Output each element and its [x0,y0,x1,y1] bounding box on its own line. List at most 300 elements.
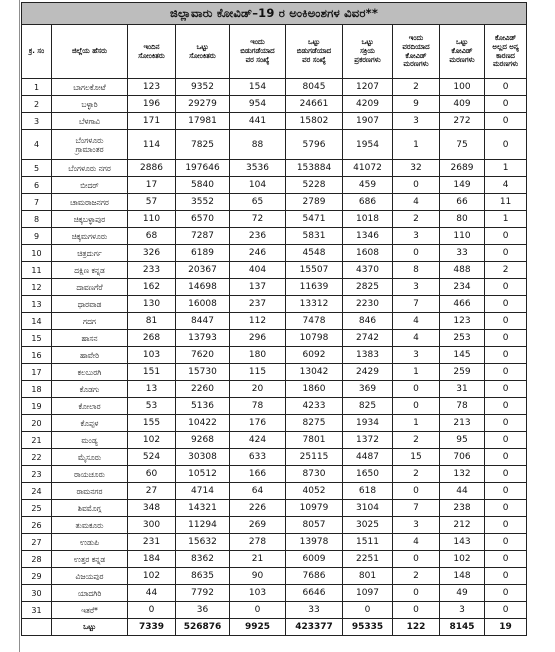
cell-today-deaths: 4 [393,330,440,347]
cell-today-discharged: 278 [230,534,286,551]
cell-active-cases: 2230 [343,296,393,313]
table-row [22,568,527,585]
cell-today-infected: 2886 [128,160,176,177]
cell-total-infected: 20367 [176,262,230,279]
cell-today-infected: 114 [128,130,176,160]
cell-today-deaths: 0 [393,381,440,398]
table-row [22,160,527,177]
cell-active-cases: 1018 [343,211,393,228]
cell-today-infected: 155 [128,415,176,432]
cell-active-cases: 1207 [343,79,393,96]
cell-serial: 8 [22,211,52,228]
cell-active-cases: 1608 [343,245,393,262]
cell-serial: 22 [22,449,52,466]
cell-today-discharged: 72 [230,211,286,228]
cell-serial: 19 [22,398,52,415]
cell-total-infected: 7620 [176,347,230,364]
cell-non-covid-deaths: 1 [485,211,527,228]
cell-total-discharged: 5796 [286,130,343,160]
cell-total-discharged: 6646 [286,585,343,602]
cell-serial: 12 [22,279,52,296]
cell-today-deaths: 0 [393,585,440,602]
table-row [22,228,527,245]
cell-today-deaths: 0 [393,245,440,262]
cell-today-deaths: 32 [393,160,440,177]
cell-total-infected: 8635 [176,568,230,585]
cell-today-discharged: 269 [230,517,286,534]
cell-total-deaths: 75 [440,130,485,160]
cell-active-cases: 1650 [343,466,393,483]
cell-active-cases: 4487 [343,449,393,466]
cell-today-discharged: 236 [230,228,286,245]
table-row [22,483,527,500]
cell-serial: 17 [22,364,52,381]
cell-today-infected: 103 [128,347,176,364]
cell-today-infected: 184 [128,551,176,568]
cell-today-discharged: 180 [230,347,286,364]
table-row [22,177,527,194]
header-serial: ಕ್ರ. ಸಂ [22,25,52,79]
cell-non-covid-deaths: 0 [485,432,527,449]
cell-total-discharged: 6009 [286,551,343,568]
cell-total-infected: 2260 [176,381,230,398]
cell-district: ಚಿಕ್ಕಬಳ್ಳಾಪುರ [52,211,128,228]
cell-district: ಬಳ್ಳಾರಿ [52,96,128,113]
cell-total-discharged: 8045 [286,79,343,96]
cell-total-infected: 5840 [176,177,230,194]
table-row [22,194,527,211]
cell-total-discharged: 7686 [286,568,343,585]
cell-serial: 4 [22,130,52,160]
cell-total-discharged: 15507 [286,262,343,279]
cell-total-deaths: 253 [440,330,485,347]
cell-today-deaths: 2 [393,432,440,449]
header-total-discharged: ಒಟ್ಟು ಬಿಡುಗಡೆಯಾದ ವರ ಸಂಖ್ಯೆ [286,25,343,79]
table-row [22,96,527,113]
cell-non-covid-deaths: 0 [485,279,527,296]
cell-district: ದಕ್ಷಿಣ ಕನ್ನಡ [52,262,128,279]
cell-today-infected: 81 [128,313,176,330]
cell-today-infected: 57 [128,194,176,211]
header-active-cases: ಒಟ್ಟು ಸಕ್ರಿಯ ಪ್ರಕರಣಗಳು [343,25,393,79]
cell-total-deaths: 706 [440,449,485,466]
cell-today-discharged: 424 [230,432,286,449]
cell-total-infected: 14321 [176,500,230,517]
cell-total-deaths: 78 [440,398,485,415]
cell-total-deaths: 259 [440,364,485,381]
total-total-discharged: 423377 [286,619,343,636]
cell-today-infected: 300 [128,517,176,534]
cell-today-deaths: 7 [393,296,440,313]
cell-today-discharged: 237 [230,296,286,313]
cell-district: ಚಿತ್ರದುರ್ಗ [52,245,128,262]
cell-total-infected: 7287 [176,228,230,245]
cell-serial: 7 [22,194,52,211]
cell-today-infected: 60 [128,466,176,483]
cell-serial: 13 [22,296,52,313]
total-today-deaths: 122 [393,619,440,636]
cell-serial: 18 [22,381,52,398]
cell-today-discharged: 90 [230,568,286,585]
cell-non-covid-deaths: 0 [485,79,527,96]
cell-total-discharged: 10979 [286,500,343,517]
cell-serial: 24 [22,483,52,500]
cell-non-covid-deaths: 0 [485,113,527,130]
cell-non-covid-deaths: 2 [485,262,527,279]
cell-active-cases: 1372 [343,432,393,449]
cell-active-cases: 1907 [343,113,393,130]
cell-today-deaths: 3 [393,347,440,364]
cell-total-deaths: 145 [440,347,485,364]
cell-district: ರಾಯಚೂರು [52,466,128,483]
header-non-covid-deaths: ಕೋವಿಡ್ ಅಲ್ಲದ ಅನ್ಯ ಕಾರಣದ ಮರಣಗಳು [485,25,527,79]
cell-serial: 21 [22,432,52,449]
cell-total-infected: 7792 [176,585,230,602]
cell-non-covid-deaths: 0 [485,602,527,619]
cell-total-infected: 7825 [176,130,230,160]
cell-non-covid-deaths: 0 [485,568,527,585]
cell-total-infected: 4714 [176,483,230,500]
cell-total-discharged: 7801 [286,432,343,449]
cell-total-infected: 17981 [176,113,230,130]
cell-total-deaths: 102 [440,551,485,568]
cell-today-discharged: 88 [230,130,286,160]
cell-today-discharged: 64 [230,483,286,500]
cell-non-covid-deaths: 0 [485,500,527,517]
cell-total-deaths: 100 [440,79,485,96]
cell-today-discharged: 3536 [230,160,286,177]
header-today-deaths: ಇಂದು ವರದಿಯಾದ ಕೋವಿಡ್ ಮರಣಗಳು [393,25,440,79]
cell-district: ದಾವಣಗೆರೆ [52,279,128,296]
cell-non-covid-deaths: 0 [485,466,527,483]
cell-active-cases: 3025 [343,517,393,534]
cell-non-covid-deaths: 0 [485,347,527,364]
cell-total-deaths: 3 [440,602,485,619]
cell-non-covid-deaths: 0 [485,415,527,432]
table-row [22,432,527,449]
cell-today-discharged: 246 [230,245,286,262]
cell-today-discharged: 103 [230,585,286,602]
table-row [22,398,527,415]
cell-total-deaths: 148 [440,568,485,585]
cell-active-cases: 369 [343,381,393,398]
cell-active-cases: 2251 [343,551,393,568]
cell-non-covid-deaths: 0 [485,517,527,534]
cell-total-discharged: 4233 [286,398,343,415]
cell-today-deaths: 7 [393,500,440,517]
cell-today-deaths: 2 [393,466,440,483]
cell-active-cases: 1511 [343,534,393,551]
cell-today-deaths: 4 [393,534,440,551]
total-serial [22,619,52,636]
cell-total-deaths: 132 [440,466,485,483]
table-row [22,211,527,228]
cell-today-discharged: 954 [230,96,286,113]
table-row [22,381,527,398]
total-total-infected: 526876 [176,619,230,636]
cell-today-infected: 233 [128,262,176,279]
cell-active-cases: 1934 [343,415,393,432]
cell-today-deaths: 1 [393,130,440,160]
cell-serial: 30 [22,585,52,602]
table-row [22,534,527,551]
cell-total-discharged: 33 [286,602,343,619]
cell-district: ಚಾಮರಾಜನಗರ [52,194,128,211]
cell-total-infected: 11294 [176,517,230,534]
cell-active-cases: 846 [343,313,393,330]
cell-district: ಯಾದಗಿರಿ [52,585,128,602]
cell-serial: 25 [22,500,52,517]
cell-today-deaths: 3 [393,279,440,296]
cell-total-discharged: 11639 [286,279,343,296]
cell-serial: 2 [22,96,52,113]
cell-today-deaths: 15 [393,449,440,466]
cell-total-discharged: 5471 [286,211,343,228]
cell-total-infected: 6189 [176,245,230,262]
cell-today-infected: 348 [128,500,176,517]
cell-today-discharged: 0 [230,602,286,619]
cell-total-infected: 29279 [176,96,230,113]
cell-serial: 14 [22,313,52,330]
cell-total-deaths: 238 [440,500,485,517]
cell-total-deaths: 110 [440,228,485,245]
cell-today-infected: 0 [128,602,176,619]
cell-serial: 26 [22,517,52,534]
cell-district: ಮೈಸೂರು [52,449,128,466]
table-row [22,245,527,262]
cell-today-infected: 130 [128,296,176,313]
cell-today-discharged: 633 [230,449,286,466]
cell-district: ಕಲಬುರಗಿ [52,364,128,381]
cell-today-infected: 151 [128,364,176,381]
table-row [22,415,527,432]
cell-today-infected: 196 [128,96,176,113]
cell-active-cases: 459 [343,177,393,194]
cell-total-deaths: 95 [440,432,485,449]
cell-today-infected: 17 [128,177,176,194]
cell-today-discharged: 104 [230,177,286,194]
cell-today-deaths: 2 [393,568,440,585]
cell-total-infected: 6570 [176,211,230,228]
cell-district: ಚಿಕ್ಕಮಗಳೂರು [52,228,128,245]
cell-today-discharged: 404 [230,262,286,279]
cell-total-deaths: 488 [440,262,485,279]
cell-today-deaths: 0 [393,177,440,194]
table-row [22,466,527,483]
table-row [22,113,527,130]
header-row [22,25,527,79]
cell-district: ತುಮಕೂರು [52,517,128,534]
cell-district: ಬಾಗಲಕೋಟೆ [52,79,128,96]
table-row [22,585,527,602]
cell-total-infected: 8447 [176,313,230,330]
table-row [22,262,527,279]
cell-serial: 29 [22,568,52,585]
cell-non-covid-deaths: 0 [485,483,527,500]
total-today-infected: 7339 [128,619,176,636]
cell-non-covid-deaths: 0 [485,296,527,313]
cell-today-deaths: 3 [393,113,440,130]
cell-total-discharged: 4052 [286,483,343,500]
cell-active-cases: 1097 [343,585,393,602]
cell-total-discharged: 2789 [286,194,343,211]
cell-serial: 10 [22,245,52,262]
cell-today-deaths: 0 [393,602,440,619]
table-row [22,449,527,466]
cell-active-cases: 618 [343,483,393,500]
cell-active-cases: 2429 [343,364,393,381]
cell-active-cases: 1346 [343,228,393,245]
cell-serial: 11 [22,262,52,279]
table-row [22,602,527,619]
cell-serial: 20 [22,415,52,432]
cell-total-deaths: 409 [440,96,485,113]
cell-serial: 16 [22,347,52,364]
table-row [22,517,527,534]
header-total-infected: ಒಟ್ಟು ಸೋಂಕಿತರು [176,25,230,79]
table-row [22,313,527,330]
cell-total-discharged: 15802 [286,113,343,130]
cell-today-discharged: 154 [230,79,286,96]
table-row [22,551,527,568]
header-district: ಜಿಲ್ಲೆಯ ಹೆಸರು [52,25,128,79]
cell-total-deaths: 33 [440,245,485,262]
cell-district: ಶಿವಮೊಗ್ಗ [52,500,128,517]
cell-today-discharged: 296 [230,330,286,347]
cell-district: ಇತರೆ* [52,602,128,619]
table-row [22,347,527,364]
cell-today-infected: 231 [128,534,176,551]
header-today-infected: ಇಂದಿನ ಸೋಂಕಿತರು [128,25,176,79]
cell-total-deaths: 80 [440,211,485,228]
cell-today-discharged: 21 [230,551,286,568]
cell-total-infected: 8362 [176,551,230,568]
cell-active-cases: 1383 [343,347,393,364]
cell-total-infected: 197646 [176,160,230,177]
cell-active-cases: 825 [343,398,393,415]
cell-today-infected: 102 [128,568,176,585]
cell-total-deaths: 212 [440,517,485,534]
cell-today-deaths: 3 [393,517,440,534]
cell-today-infected: 524 [128,449,176,466]
cell-district: ರಾಮನಗರ [52,483,128,500]
cell-non-covid-deaths: 0 [485,96,527,113]
cell-total-discharged: 10798 [286,330,343,347]
cell-active-cases: 1954 [343,130,393,160]
cell-non-covid-deaths: 0 [485,364,527,381]
cell-today-infected: 123 [128,79,176,96]
header-today-discharged: ಇಂದು ಬಿಡುಗಡೆಯಾದ ವರ ಸಂಖ್ಯೆ [230,25,286,79]
cell-total-discharged: 24661 [286,96,343,113]
cell-total-deaths: 149 [440,177,485,194]
cell-today-deaths: 4 [393,194,440,211]
cell-serial: 9 [22,228,52,245]
cell-today-discharged: 20 [230,381,286,398]
cell-total-deaths: 49 [440,585,485,602]
cell-serial: 28 [22,551,52,568]
cell-district: ಧಾರವಾಡ [52,296,128,313]
cell-district: ಬೆಂಗಳೂರು ಗ್ರಾಮಾಂತರ [52,130,128,160]
cell-non-covid-deaths: 0 [485,449,527,466]
cell-non-covid-deaths: 11 [485,194,527,211]
cell-today-deaths: 1 [393,415,440,432]
cell-total-discharged: 13978 [286,534,343,551]
cell-active-cases: 4370 [343,262,393,279]
total-active-cases: 95335 [343,619,393,636]
cell-today-infected: 68 [128,228,176,245]
cell-total-infected: 16008 [176,296,230,313]
table-title: ಜಿಲ್ಲಾವಾರು ಕೋವಿಡ್–19 ರ ಅಂಕಿಅಂಶಗಳ ವಿವರ** [22,3,527,25]
cell-today-deaths: 3 [393,228,440,245]
cell-active-cases: 2825 [343,279,393,296]
cell-today-discharged: 137 [230,279,286,296]
total-row [22,619,527,636]
cell-total-infected: 36 [176,602,230,619]
cell-total-discharged: 6092 [286,347,343,364]
cell-serial: 6 [22,177,52,194]
cell-district: ಬೀದರ್ [52,177,128,194]
cell-total-deaths: 143 [440,534,485,551]
cell-non-covid-deaths: 0 [485,398,527,415]
cell-district: ಕೊಡಗು [52,381,128,398]
cell-today-discharged: 441 [230,113,286,130]
cell-district: ಬೆಳಗಾವಿ [52,113,128,130]
cell-total-infected: 9268 [176,432,230,449]
total-non-covid-deaths: 19 [485,619,527,636]
table-row [22,500,527,517]
total-total-deaths: 8145 [440,619,485,636]
cell-total-deaths: 466 [440,296,485,313]
cell-today-discharged: 115 [230,364,286,381]
cell-serial: 31 [22,602,52,619]
cell-district: ಗದಗ [52,313,128,330]
cell-today-deaths: 0 [393,398,440,415]
cell-today-infected: 110 [128,211,176,228]
cell-today-discharged: 65 [230,194,286,211]
cell-district: ವಿಜಯಪುರ [52,568,128,585]
cell-non-covid-deaths: 0 [485,313,527,330]
table-body [22,79,527,636]
total-today-discharged: 9925 [230,619,286,636]
cell-serial: 5 [22,160,52,177]
cell-today-infected: 53 [128,398,176,415]
cell-today-infected: 162 [128,279,176,296]
cell-non-covid-deaths: 0 [485,245,527,262]
cell-total-infected: 10512 [176,466,230,483]
total-label: ಒಟ್ಟು [52,619,128,636]
cell-non-covid-deaths: 0 [485,551,527,568]
cell-total-discharged: 7478 [286,313,343,330]
cell-today-infected: 268 [128,330,176,347]
cell-today-discharged: 112 [230,313,286,330]
cell-total-discharged: 5228 [286,177,343,194]
cell-non-covid-deaths: 0 [485,330,527,347]
cell-active-cases: 3104 [343,500,393,517]
cell-total-deaths: 66 [440,194,485,211]
cell-serial: 27 [22,534,52,551]
cell-total-discharged: 8057 [286,517,343,534]
cell-district: ಉತ್ತರ ಕನ್ನಡ [52,551,128,568]
cell-today-deaths: 9 [393,96,440,113]
cell-today-infected: 326 [128,245,176,262]
table-row [22,364,527,381]
cell-total-deaths: 31 [440,381,485,398]
cell-total-deaths: 44 [440,483,485,500]
cell-total-discharged: 8275 [286,415,343,432]
cell-today-deaths: 2 [393,211,440,228]
cell-total-deaths: 123 [440,313,485,330]
cell-today-infected: 171 [128,113,176,130]
